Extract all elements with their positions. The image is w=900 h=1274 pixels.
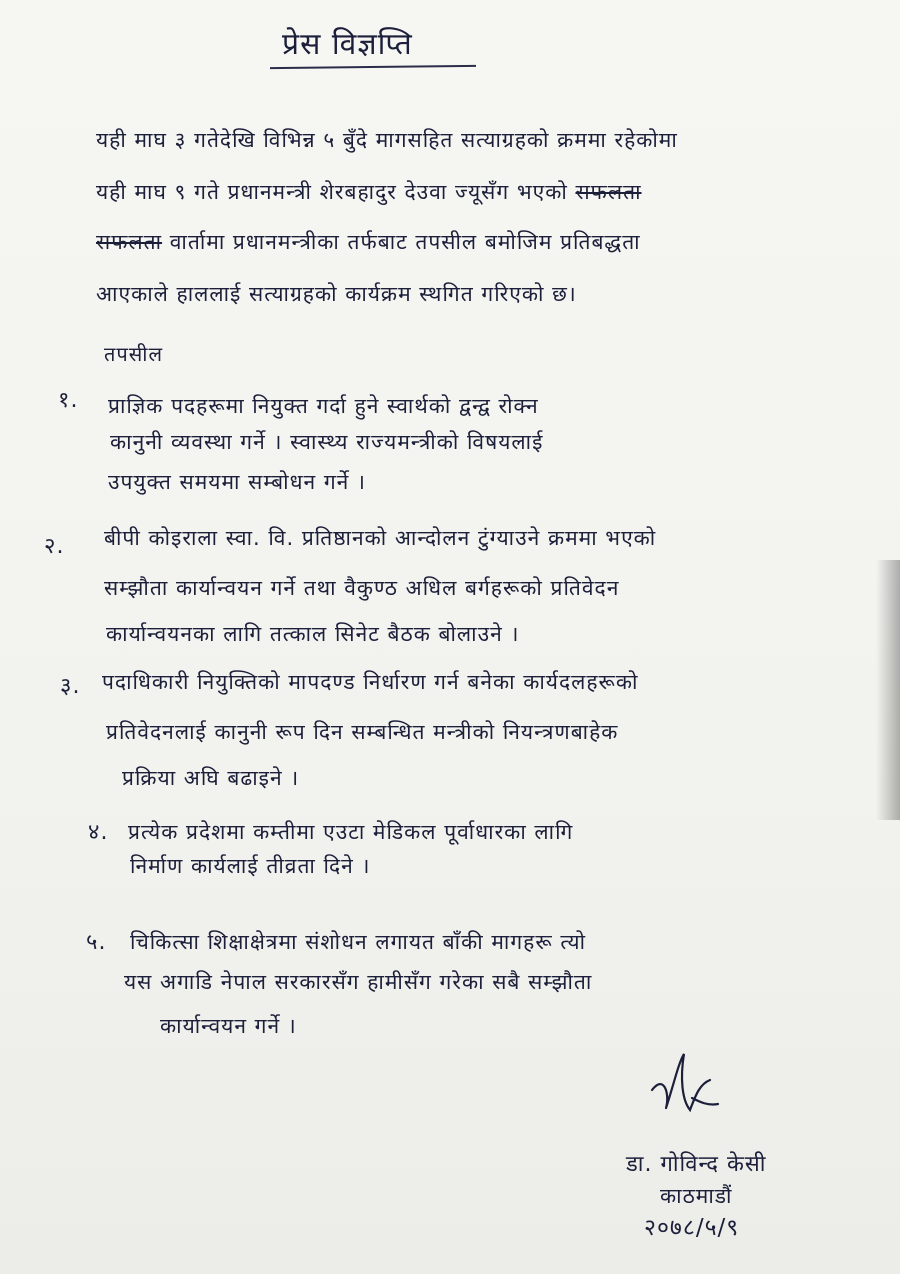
point-5-line-2: यस अगाडि नेपाल सरकारसँग हामीसँग गरेका सबै सम्झौता	[124, 970, 593, 994]
point-1-line-3: उपयुक्त समयमा सम्बोधन गर्ने ।	[108, 470, 366, 494]
intro-line-1: यही माघ ३ गतेदेखि विभिन्न ५ बुँदे मागसहित सत्याग्रहको क्रममा रहेकोमा	[96, 128, 678, 152]
intro-line-4: आएकाले हाललाई सत्याग्रहको कार्यक्रम स्थगित गरिएको छ।	[96, 282, 577, 306]
point-number: २.	[44, 534, 65, 559]
intro-line-2-text: यही माघ ९ गते प्रधानमन्त्री शेरबहादुर देउवा ज्यूसँग भएको	[96, 180, 568, 204]
handwritten-signature	[640, 1044, 730, 1128]
point-5-line-1: चिकित्सा शिक्षाक्षेत्रमा संशोधन लगायत बाँकी मागहरू त्यो	[130, 930, 587, 954]
point-2-line-1: बीपी कोइराला स्वा. वि. प्रतिष्ठानको आन्दोलन टुंग्याउने क्रममा भएको	[104, 526, 657, 550]
point-5-line-3: कार्यान्वयन गर्ने ।	[160, 1014, 297, 1038]
point-2-line-3: कार्यान्वयनका लागि तत्काल सिनेट बैठक बोलाउने ।	[106, 622, 520, 646]
document-title: प्रेस विज्ञप्ति	[282, 27, 413, 62]
point-3-line-3: प्रक्रिया अघि बढाइने ।	[122, 766, 300, 790]
intro-line-2	[96, 178, 642, 206]
point-3-line-2: प्रतिवेदनलाई कानुनी रूप दिन सम्बन्धित मन्त्रीको नियन्त्रणबाहेक	[106, 720, 619, 744]
point-3-line-1: पदाधिकारी नियुक्तिको मापदण्ड निर्धारण गर्न बनेका कार्यदलहरूको	[102, 670, 639, 694]
point-4-line-2: निर्माण कार्यलाई तीव्रता दिने ।	[130, 854, 371, 878]
point-2-line-2: सम्झौता कार्यान्वयन गर्ने तथा वैकुण्ठ अधिल बर्गहरूको प्रतिवेदन	[104, 576, 620, 600]
point-number: ४.	[88, 820, 109, 845]
intro-line-3	[96, 228, 641, 256]
point-1-line-1: प्राज्ञिक पदहरूमा नियुक्त गर्दा हुने स्वार्थको द्वन्द्व रोक्न	[108, 394, 539, 418]
page-edge-shadow	[876, 560, 900, 820]
signatory-date: २०७८/५/९	[644, 1215, 740, 1241]
intro-line-3-text: वार्तामा प्रधानमन्त्रीका तर्फबाट तपसील बमोजिम प्रतिबद्धता	[169, 230, 641, 254]
point-number: ५.	[86, 930, 107, 955]
point-number: १.	[58, 388, 79, 413]
signatory-name: डा. गोविन्द केसी	[626, 1152, 767, 1177]
point-1-line-2: कानुनी व्यवस्था गर्ने । स्वास्थ्य राज्यमन्त्रीको विषयलाई	[110, 430, 544, 454]
struck-word: सफलता	[96, 230, 163, 254]
tapasil-label: तपसील	[104, 342, 164, 366]
point-number: ३.	[60, 674, 81, 699]
struck-word: सफलता	[575, 180, 642, 204]
point-4-line-1: प्रत्येक प्रदेशमा कम्तीमा एउटा मेडिकल पूर्वाधारका लागि	[128, 820, 574, 844]
signatory-place: काठमाडौं	[660, 1184, 733, 1208]
